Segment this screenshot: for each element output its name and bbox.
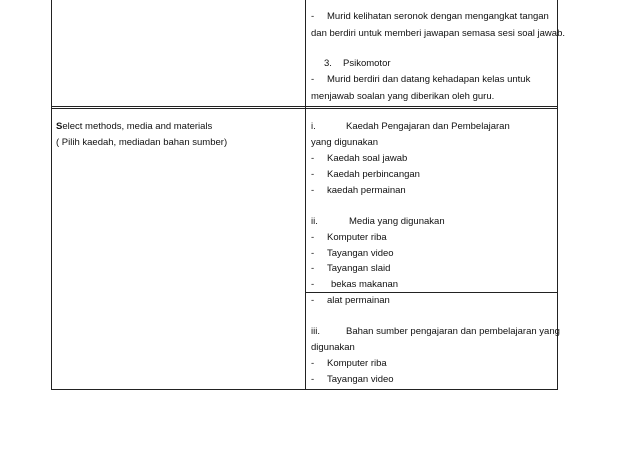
methods-label-bold-initial: S [56, 121, 63, 132]
section-iii-item-dash: - [311, 358, 315, 369]
section-i-numeral: i. [311, 121, 316, 132]
section-i-title-cont: yang digunakan [311, 137, 379, 148]
section-iii-item: Tayangan video [327, 374, 394, 385]
afektif-item-line1: Murid kelihatan seronok dengan mengangkat tangan [327, 11, 549, 22]
section-iii-title: Bahan sumber pengajaran dan pembelajaran yang [346, 326, 560, 337]
section-ii-item-dash: - [311, 248, 315, 259]
table-border-left [51, 0, 52, 390]
section-ii-item-dash: - [311, 279, 315, 290]
section-iii-item-dash: - [311, 374, 315, 385]
section-i-item: Kaedah soal jawab [327, 153, 408, 164]
section-i-item-dash: - [311, 169, 315, 180]
section-iii-title-cont: digunakan [311, 342, 355, 353]
methods-label-translation: ( Pilih kaedah, mediadan bahan sumber) [56, 137, 228, 148]
afektif-dash: - [311, 11, 315, 22]
section-ii-item: Tayangan slaid [327, 263, 391, 274]
section-i-item: kaedah permainan [327, 185, 406, 196]
psikomotor-number: 3. [324, 58, 332, 69]
methods-label [56, 121, 212, 133]
afektif-item-line2: dan berdiri untuk memberi jawapan semasa sesi soal jawab. [311, 28, 565, 39]
psikomotor-label: Psikomotor [343, 58, 391, 69]
section-ii-title: Media yang digunakan [349, 216, 445, 227]
psikomotor-dash: - [311, 74, 315, 85]
table-border-bottom [51, 389, 558, 390]
psikomotor-item-line1: Murid berdiri dan datang kehadapan kelas untuk [327, 74, 531, 85]
section-i-item-dash: - [311, 153, 315, 164]
media-row-divider [305, 292, 558, 293]
section-ii-item-dash: - [311, 263, 315, 274]
table-border-middle [305, 0, 306, 390]
section-ii-item: bekas makanan [331, 279, 399, 290]
section-i-title: Kaedah Pengajaran dan Pembelajaran [346, 121, 510, 132]
section-ii-item: Komputer riba [327, 232, 387, 243]
section-ii-item-dash: - [311, 295, 315, 306]
section-ii-numeral: ii. [311, 216, 318, 227]
table-row-divider [51, 106, 558, 107]
section-i-item: Kaedah perbincangan [327, 169, 420, 180]
table-row-divider-inner [51, 108, 558, 109]
methods-label-rest: elect methods, media and materials [62, 121, 213, 132]
section-iii-numeral: iii. [311, 326, 320, 337]
psikomotor-item-line2: menjawab soalan yang diberikan oleh guru. [311, 91, 495, 102]
section-ii-item-dash: - [311, 232, 315, 243]
section-iii-item: Komputer riba [327, 358, 387, 369]
section-ii-item: alat permainan [327, 295, 390, 306]
section-i-item-dash: - [311, 185, 315, 196]
section-ii-item: Tayangan video [327, 248, 394, 259]
